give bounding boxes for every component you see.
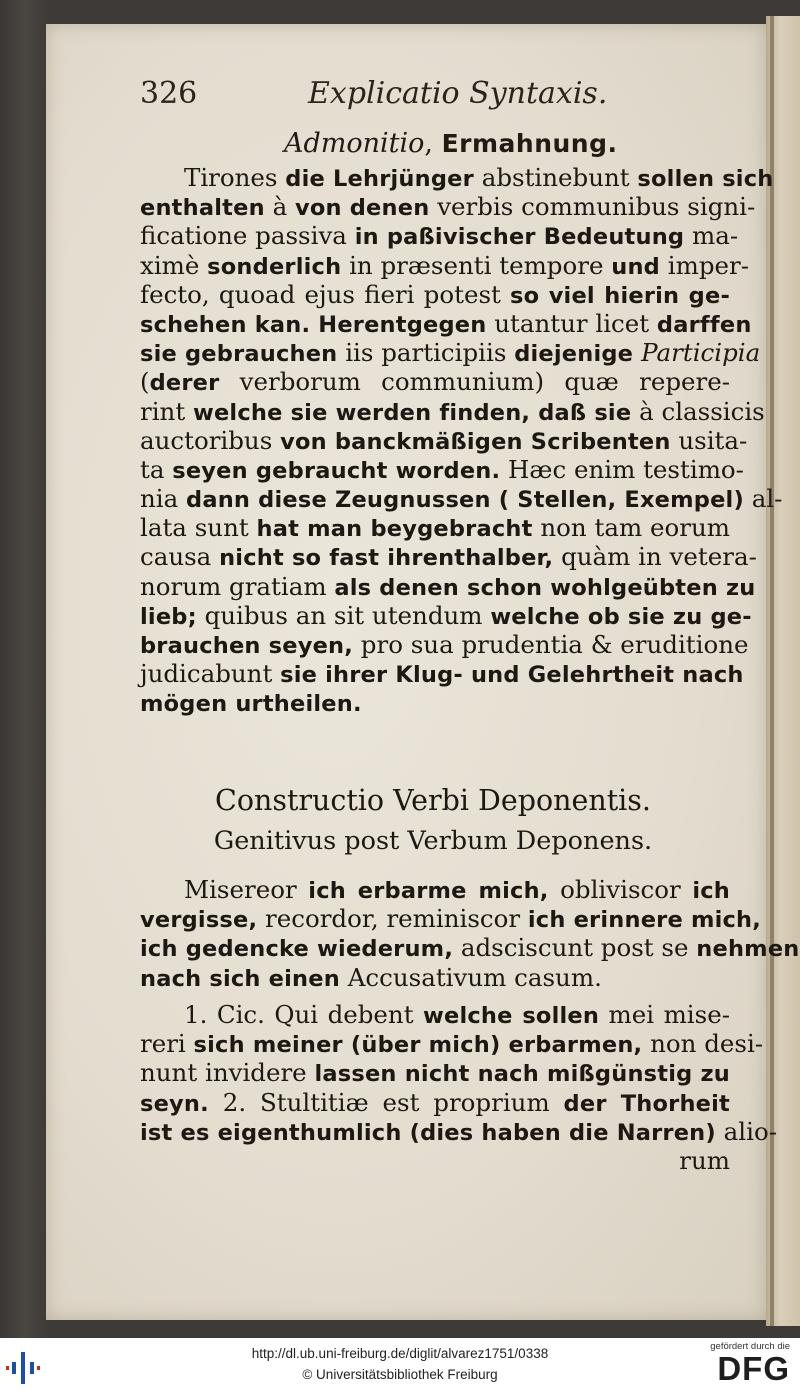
text-line — [140, 659, 744, 689]
text-line — [140, 1088, 730, 1117]
text-line — [140, 1116, 777, 1146]
fraktur-gloss: der Thorheit — [563, 1090, 730, 1117]
admonitio-separator: , — [424, 128, 442, 159]
section-subheading-genitivus: Genitivus post Verbum Deponens. — [213, 826, 653, 856]
latin-text: Participia — [641, 338, 761, 368]
admonitio-heading — [284, 128, 618, 159]
text-line — [140, 542, 757, 572]
latin-text: lata sunt — [140, 513, 257, 543]
section-heading-constructio: Constructio Verbi Deponentis. — [215, 784, 651, 817]
latin-text: quàm in vetera- — [553, 542, 757, 572]
latin-text: ta — [140, 454, 173, 484]
latin-text: Accusativum casum. — [339, 962, 602, 992]
fraktur-gloss: hat man beygebracht — [256, 516, 533, 543]
latin-text: Tirones — [184, 163, 286, 192]
fraktur-gloss: lieb; — [140, 603, 197, 630]
latin-text: norum gratiam — [140, 571, 335, 601]
text-line — [140, 600, 752, 630]
fraktur-gloss: diejenige — [514, 341, 642, 368]
latin-text: Misereor — [184, 875, 309, 904]
fraktur-gloss: sollen sich — [637, 166, 774, 192]
fraktur-gloss: welche sollen — [423, 1003, 600, 1029]
latin-text: non desi- — [642, 1029, 764, 1059]
text-line — [140, 280, 730, 309]
latin-text: ( — [140, 367, 150, 397]
text-line — [140, 904, 762, 934]
fraktur-gloss: von denen — [294, 195, 430, 222]
latin-text: auctoribus — [140, 425, 281, 455]
page-header — [140, 72, 730, 116]
text-line — [140, 484, 783, 514]
text-line — [140, 571, 756, 601]
latin-text: nia — [140, 484, 187, 514]
latin-text: abstinebunt — [473, 163, 638, 192]
latin-text: reri — [140, 1029, 194, 1059]
fraktur-gloss: welche sie werden finden, daß sie — [192, 399, 632, 426]
latin-text: pro sua prudentia & eruditione — [353, 630, 749, 659]
latin-text: utantur licet — [486, 308, 657, 338]
fraktur-gloss: und — [611, 253, 660, 280]
fraktur-gloss: ist es eigenthumlich (dies haben die Narren) — [140, 1119, 716, 1146]
latin-text: à classicis — [631, 396, 765, 426]
dfg-logo: DFG — [717, 1350, 790, 1387]
copyright-notice: © Universitätsbibliothek Freiburg — [302, 1367, 498, 1382]
fraktur-gloss: ich — [692, 878, 730, 904]
fraktur-gloss: so viel hierin ge- — [510, 282, 730, 309]
fraktur-gloss: von banckmäßigen Scribenten — [280, 428, 671, 455]
latin-text: Hæc enim testimo- — [500, 454, 744, 484]
latin-text: 1. Cic. Qui debent — [184, 1000, 424, 1029]
fraktur-gloss: darffen — [656, 311, 752, 338]
latin-text: ma- — [684, 221, 739, 251]
fraktur-gloss: enthalten — [140, 195, 265, 222]
text-line — [140, 425, 748, 455]
latin-text: iis participiis — [337, 338, 515, 368]
fraktur-gloss: sich meiner (über mich) erbarmen, — [193, 1032, 643, 1059]
paragraph-examples — [140, 1000, 777, 1175]
fraktur-gloss: nach sich einen — [140, 965, 340, 992]
text-line — [140, 192, 756, 222]
fraktur-gloss: seyen gebraucht worden. — [172, 457, 501, 484]
latin-text: rint — [140, 396, 193, 426]
text-line — [140, 250, 750, 280]
fraktur-gloss: ich erinnere mich, — [527, 907, 762, 934]
latin-text: alio- — [715, 1116, 777, 1146]
fraktur-gloss: nicht so fast ihrenthalber, — [219, 545, 554, 572]
latin-text: nunt invidere — [140, 1058, 315, 1088]
paragraph-admonitio — [140, 163, 783, 718]
latin-text: fecto, quoad ejus fieri potest — [140, 279, 511, 309]
text-line — [140, 308, 752, 338]
latin-text: causa — [140, 542, 220, 572]
fraktur-gloss: nehmen — [696, 936, 800, 963]
paragraph-misereor — [140, 875, 800, 992]
fraktur-gloss: vergisse, — [140, 907, 258, 934]
text-line — [140, 688, 730, 717]
text-line — [140, 1029, 764, 1059]
text-line — [140, 1000, 730, 1029]
fraktur-gloss: mögen urtheilen. — [140, 691, 362, 718]
latin-text: judicabunt — [140, 659, 281, 689]
text-line — [140, 963, 730, 992]
page-number: 326 — [140, 76, 198, 111]
latin-text: in præsenti tempore — [341, 250, 612, 280]
fraktur-gloss: in paßivischer Bedeutung — [354, 224, 685, 251]
latin-text: ficatione passiva — [140, 221, 355, 251]
latin-text: verborum communium) quæ repere- — [219, 367, 730, 397]
latin-text: imper- — [660, 250, 750, 280]
latin-text: à — [264, 192, 295, 222]
fraktur-gloss: ich erbarme mich, — [308, 878, 549, 904]
fraktur-gloss: schehen kan. Herentgegen — [140, 311, 487, 338]
text-line — [140, 367, 730, 396]
fraktur-gloss: dann diese Zeugnussen ( Stellen, Exempel) — [186, 487, 744, 514]
running-title: Explicatio Syntaxis. — [308, 76, 608, 111]
admonitio-german: Ermahnung. — [441, 129, 618, 158]
text-line — [140, 163, 774, 192]
text-line — [140, 513, 730, 542]
text-line — [140, 875, 730, 904]
latin-text: non tam eorum — [532, 513, 731, 543]
fraktur-gloss: lassen nicht nach mißgünstig zu — [314, 1061, 730, 1088]
text-line — [140, 933, 800, 963]
document-url[interactable]: http://dl.ub.uni-freiburg.de/diglit/alvarez1751/0338 — [251, 1346, 549, 1361]
text-line — [140, 1058, 730, 1087]
text-line — [140, 454, 744, 484]
latin-text: rum — [679, 1145, 730, 1175]
fraktur-gloss: sonderlich — [207, 253, 342, 280]
latin-text: obliviscor — [548, 875, 693, 904]
fraktur-gloss: seyn. — [140, 1090, 209, 1117]
fraktur-gloss: als denen schon wohlgeübten zu — [334, 574, 756, 601]
latin-text: quibus an sit utendum — [196, 600, 491, 630]
fraktur-gloss: derer — [149, 370, 220, 397]
fraktur-gloss: sie gebrauchen — [140, 341, 338, 368]
viewer-footer — [0, 1338, 800, 1391]
latin-text: 2. Stultitiæ est proprium — [208, 1087, 564, 1117]
fraktur-gloss: brauchen seyen, — [140, 633, 354, 659]
text-line — [140, 338, 761, 368]
latin-text: ximè — [140, 250, 208, 280]
latin-text: al- — [743, 484, 783, 514]
text-line — [140, 221, 739, 251]
fraktur-gloss: welche ob sie zu ge- — [490, 603, 752, 630]
fraktur-gloss: ich gedencke wiederum, — [140, 936, 454, 963]
latin-text: adsciscunt post se — [453, 933, 697, 963]
admonitio-latin: Admonitio — [284, 128, 425, 159]
text-line — [140, 396, 765, 426]
text-line — [140, 1146, 730, 1175]
funding-note: gefördert durch die — [710, 1341, 790, 1352]
latin-text: usita- — [670, 425, 748, 455]
fraktur-gloss: sie ihrer Klug- und Gelehrtheit nach — [280, 662, 744, 689]
latin-text: mei mise- — [599, 1000, 730, 1029]
latin-text: verbis communibus signi- — [429, 192, 756, 222]
latin-text: recordor, reminiscor — [257, 904, 528, 934]
text-line — [140, 630, 749, 659]
fraktur-gloss: die Lehrjünger — [285, 166, 474, 192]
